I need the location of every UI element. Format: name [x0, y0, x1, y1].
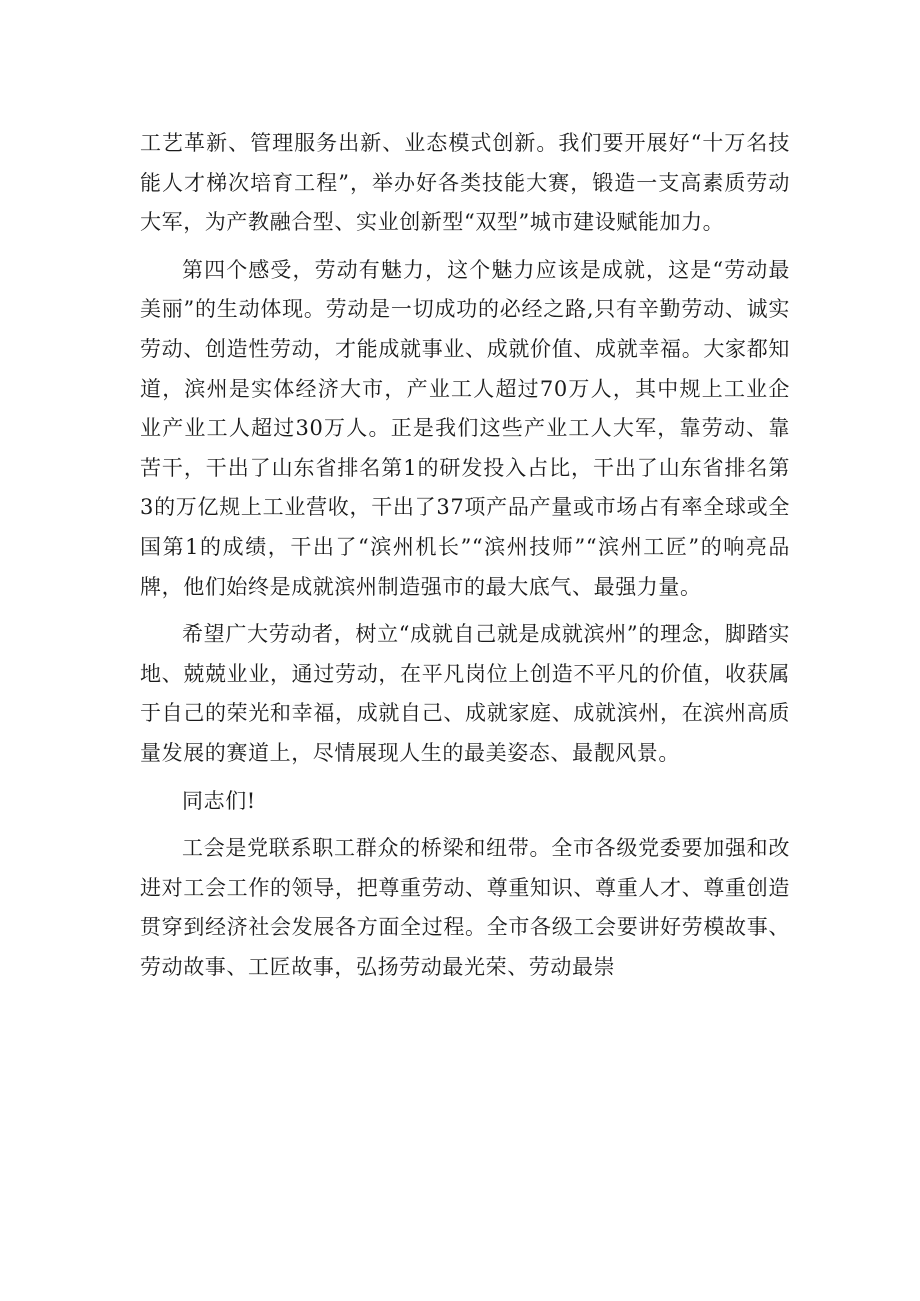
paragraph-2: 第四个感受，劳动有魅力，这个魅力应该是成就，这是“劳动最美丽”的生动体现。劳动是一切成功的必经之路,只有辛勤劳动、诚实劳动、创造性劳动，才能成就事业、成就价值、成就幸福。大家都知道，滨州是实体经济大市，产业工人超过70万人，其中规上工业企业产业工人超过30万人。正是我们这些产业工人大军，靠劳动、靠苦干，干出了山东省排名第1的研发投入占比，干出了山东省排名第3的万亿规上工业营收，干出了37项产品产量或市场占有率全球或全国第1的成绩，干出了“滨州机长”“滨州技师”“滨州工匠”的响亮品牌，他们始终是成就滨州制造强市的最大底气、最强力量。 [140, 257, 790, 599]
paragraph-5: 工会是党联系职工群众的桥梁和纽带。全市各级党委要加强和改进对工会工作的领导，把尊重劳动、尊重知识、尊重人才、尊重创造贯穿到经济社会发展各方面全过程。全市各级工会要讲好劳模故事、劳动故事、工匠故事，弘扬劳动最光荣、劳动最崇 [140, 836, 790, 979]
paragraph-4: 同志们! [182, 788, 256, 813]
paragraph-3: 希望广大劳动者，树立“成就自己就是成就滨州”的理念，脚踏实地、兢兢业业，通过劳动，在平凡岗位上创造不平凡的价值，收获属于自己的荣光和幸福，成就自己、成就家庭、成就滨州，在滨州高质量发展的赛道上，尽情展现人生的最美姿态、最靓风景。 [140, 622, 790, 765]
paragraph-1: 工艺革新、管理服务出新、业态模式创新。我们要开展好“十万名技能人才梯次培育工程”，举办好各类技能大赛，锻造一支高素质劳动大军，为产教融合型、实业创新型“双型”城市建设赋能加力。 [140, 131, 790, 235]
document-body [140, 124, 790, 995]
